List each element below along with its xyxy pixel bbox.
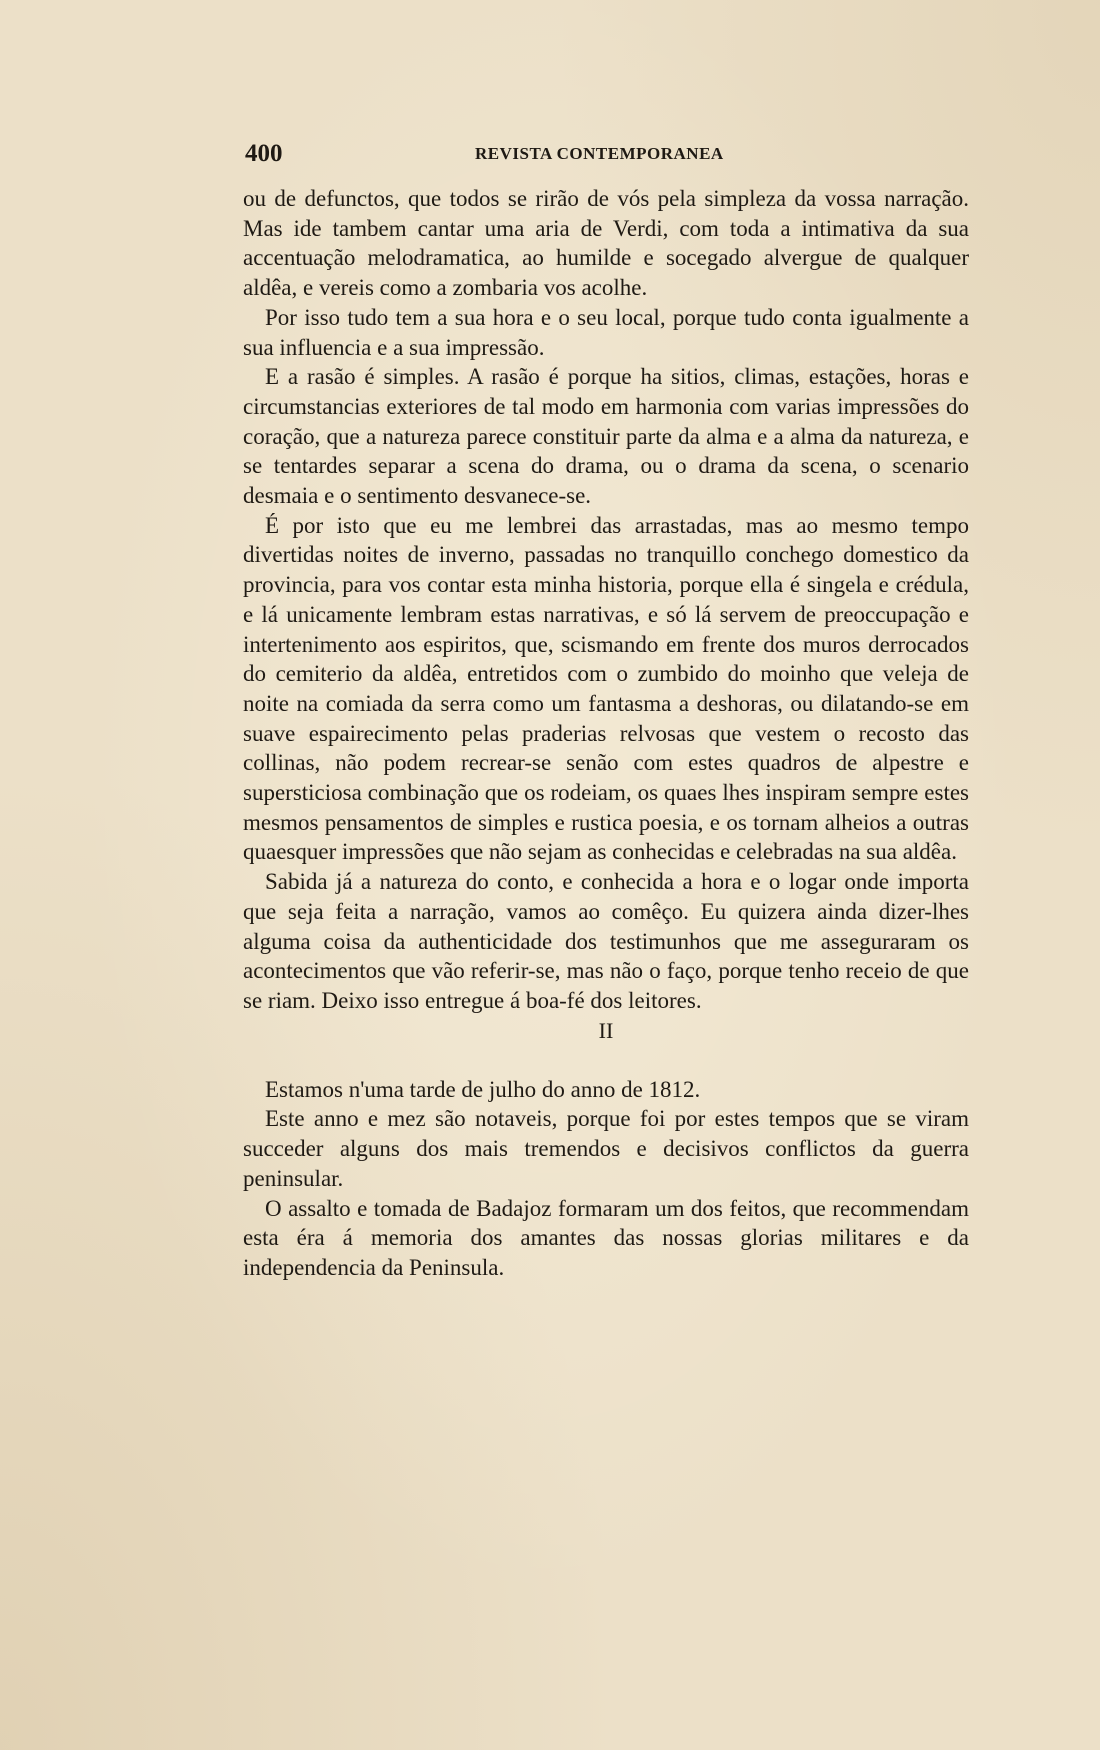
paragraph: E a rasão é simples. A rasão é porque ha sitios, climas, estações, horas e circumstancias exteriores de tal modo em harmonia com varias impressões do coração, que a natureza parece constituir parte da alma e a alma da natureza, e se tentardes separar a scena do drama, ou o drama da scena, o scenario desmaia e o sentimento desvanece-se. <box>243 364 969 509</box>
running-head: REVISTA CONTEMPORANEA <box>475 144 724 163</box>
section-number: II <box>598 1017 614 1043</box>
paragraph: Este anno e mez são notaveis, porque foi por estes tempos que se viram succeder alguns dos mais tremendos e decisivos conflictos da guerra peninsular. <box>243 1106 969 1191</box>
paragraph: Por isso tudo tem a sua hora e o seu local, porque tudo conta igualmente a sua influencia e a sua impressão. <box>243 304 969 360</box>
paragraph: É por isto que eu me lembrei das arrastadas, mas ao mesmo tempo divertidas noites de inverno, passadas no tranquillo conchego domestico da provincia, para vos contar esta minha historia, porque ella é singela e crédula, e lá unicamente lembram estas narrativas, e só lá servem de preoccupação e intertenimento aos espiritos, que, scismando em frente dos muros derrocados do cemiterio da aldêa, entretidos com o zumbido do moinho que veleja de noite na comiada da serra como um fantasma a deshoras, ou dilatando-se em suave espairecimento pelas praderias relvosas que vestem o recosto das collinas, não podem recrear-se senão com estes quadros de alpestre e supersticiosa combinação que os rodeiam, os quaes lhes inspiram sempre estes mesmos pensamentos de simples e rustica poesia, e os tornam alheios a outras quaesquer impressões que não sejam as conhecidas e celebradas na sua aldêa. <box>243 512 969 865</box>
page-number: 400 <box>245 140 283 167</box>
paragraph: Estamos n'uma tarde de julho do anno de 1812. <box>265 1076 701 1102</box>
paragraph: ou de defunctos, que todos se rirão de vós pela simpleza da vossa narração. Mas ide tambem cantar uma aria de Verdi, com toda a intimativa da sua accentuação melodramatica, ao humilde e socegado alvergue de qualquer aldêa, e vereis como a zombaria vos acolhe. <box>243 186 969 301</box>
paragraph: O assalto e tomada de Badajoz formaram um dos feitos, que recommendam esta éra á memoria dos amantes das nossas glorias militares e da independencia da Peninsula. <box>243 1195 969 1280</box>
page-header <box>245 140 970 170</box>
body-text <box>243 184 969 1283</box>
paragraph: Sabida já a natureza do conto, e conhecida a hora e o logar onde importa que seja feita a narração, vamos ao comêço. Eu quizera ainda dizer-lhes alguma coisa da authenticidade dos testimunhos que me asseguraram os acontecimentos que vão referir-se, mas não o faço, porque tenho receio de que se riam. Deixo isso entregue á boa-fé dos leitores. <box>243 869 969 1013</box>
